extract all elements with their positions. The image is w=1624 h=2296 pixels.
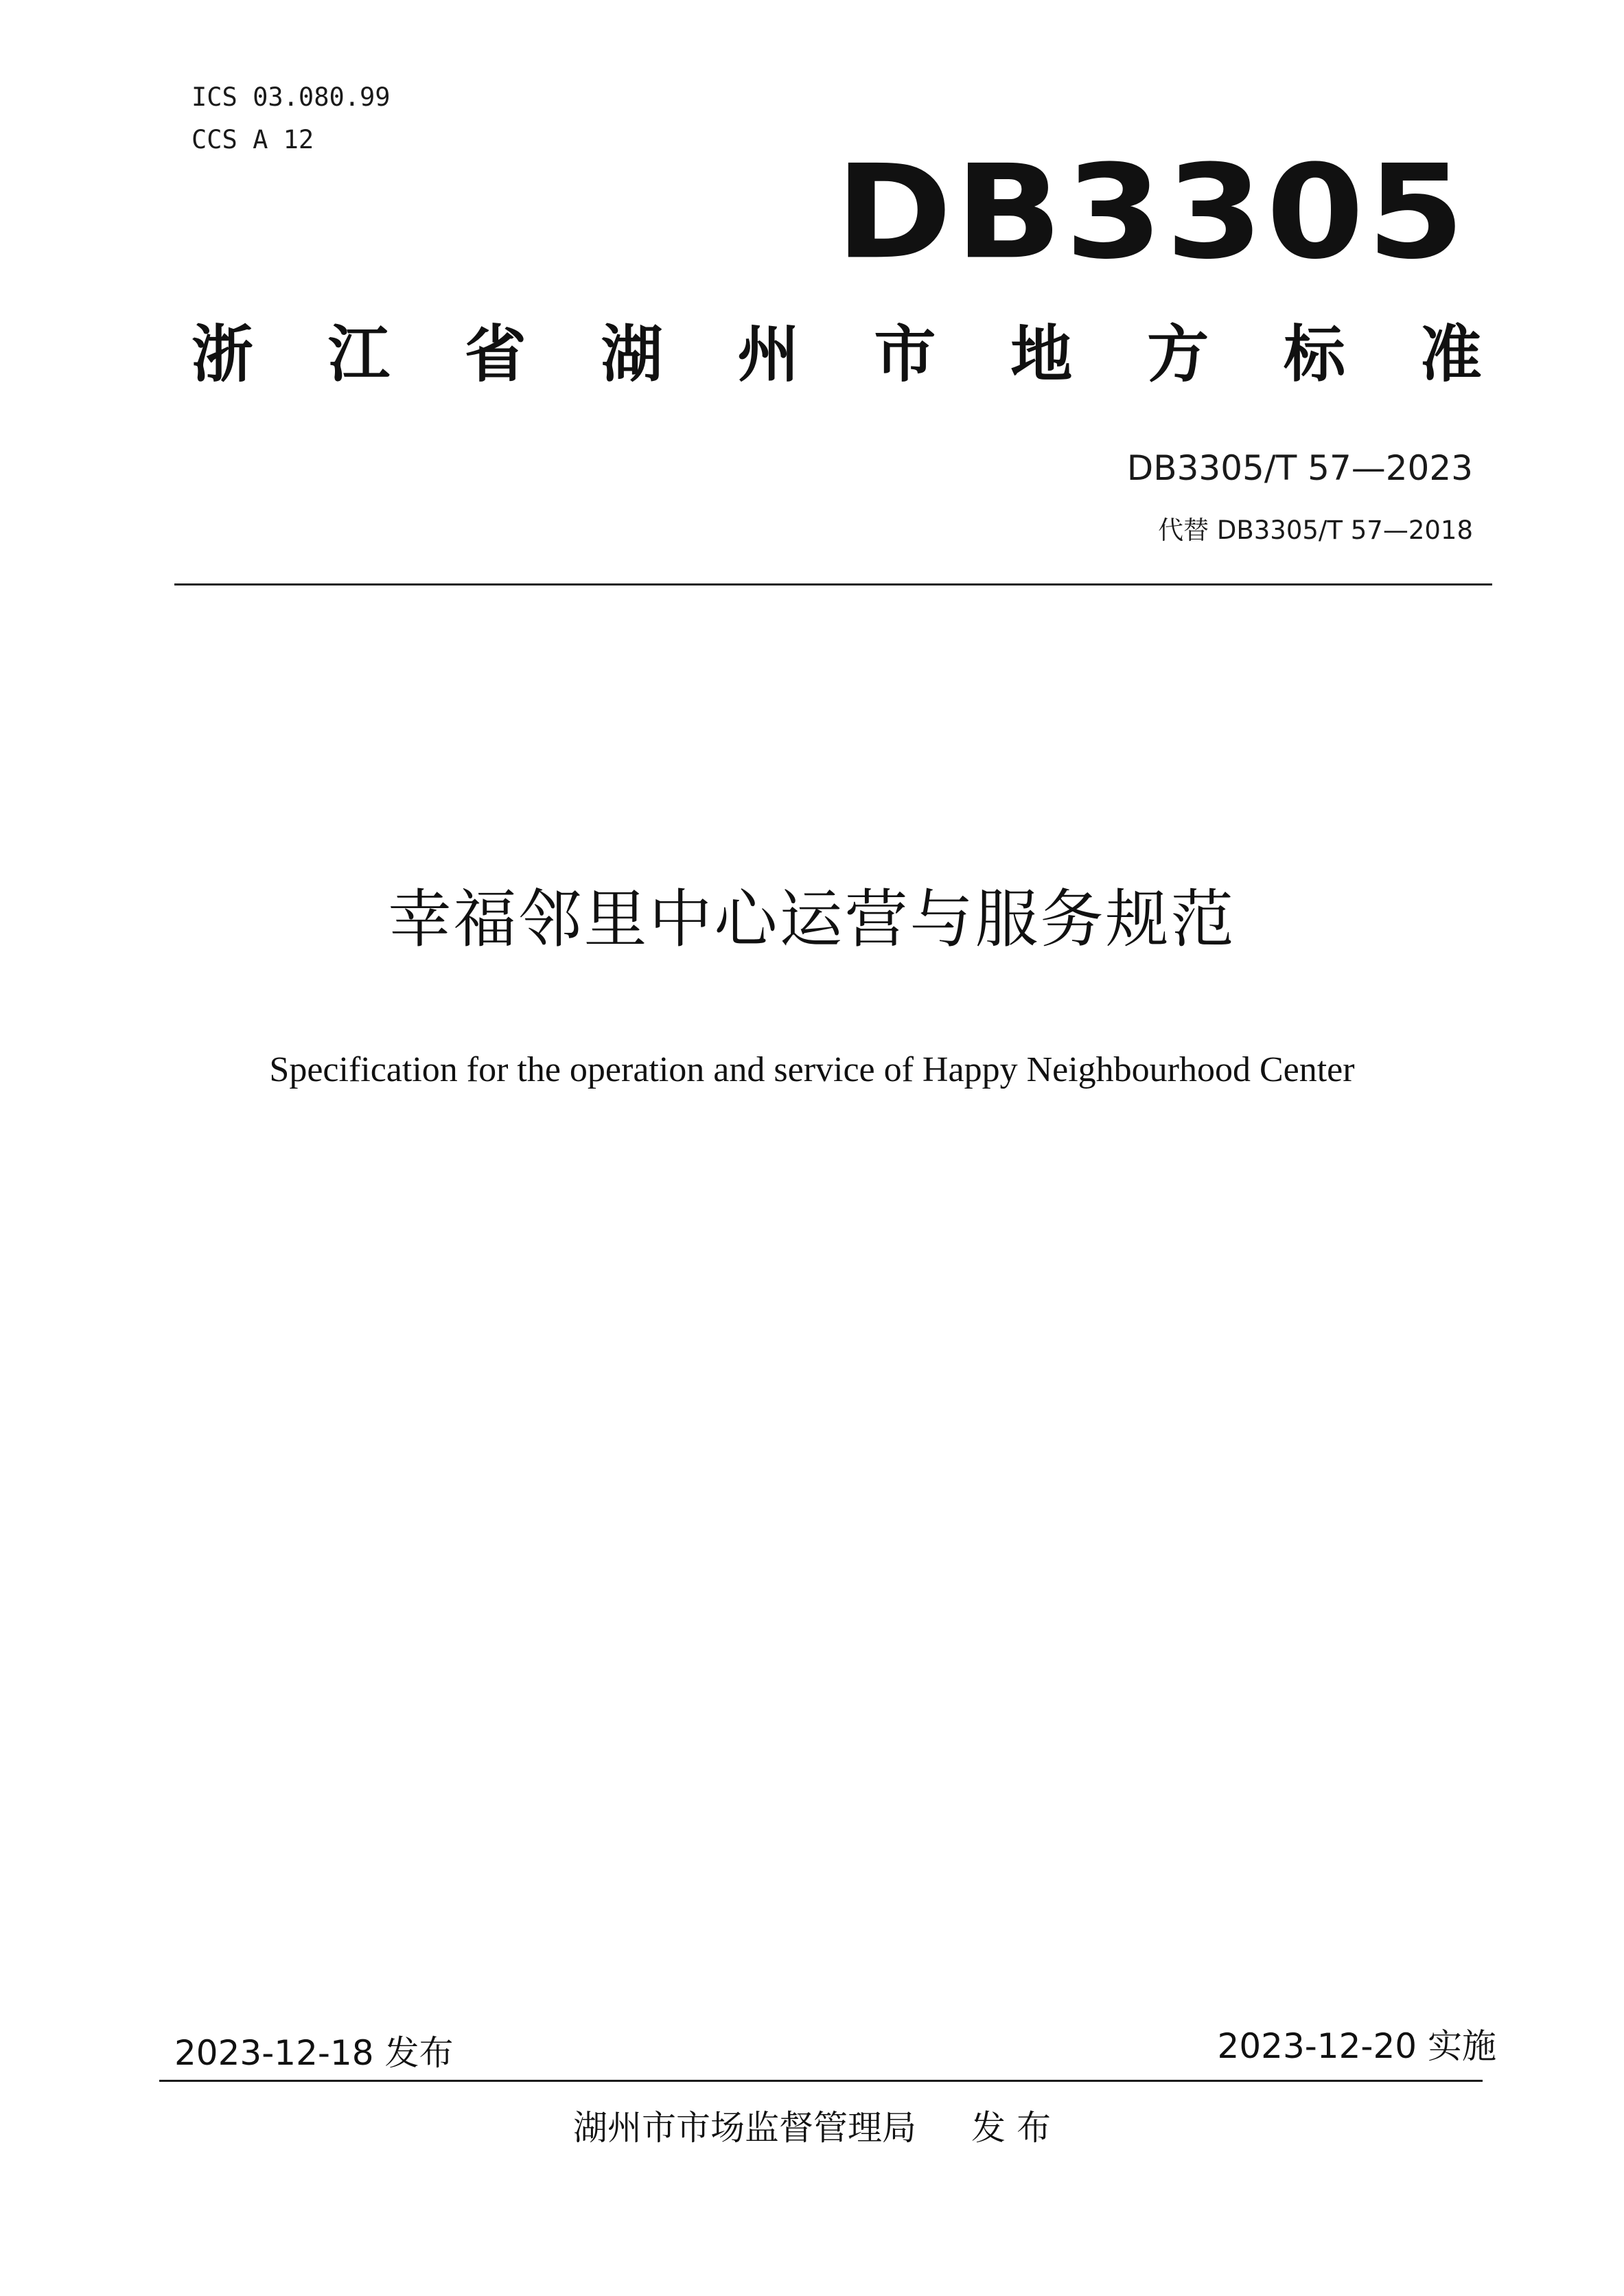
publisher-line (0, 2106, 1624, 2150)
standard-number: DB3305/T 57—2023 (1126, 448, 1473, 488)
header-divider (174, 583, 1492, 585)
standard-type-heading (192, 317, 1482, 393)
standard-type-char: 州 (737, 318, 800, 391)
standard-type-char: 地 (1010, 318, 1073, 391)
publish-label: 发 布 (971, 2108, 1051, 2148)
db-logo: DB3305 (835, 137, 1468, 288)
implementation-date: 2023-12-20 实施 (1217, 2026, 1496, 2066)
ics-code: ICS 03.080.99 (192, 82, 391, 112)
ccs-code: CCS A 12 (192, 125, 314, 154)
publish-date: 2023-12-18 发布 (174, 2033, 454, 2073)
replaces-standard: 代替 DB3305/T 57—2018 (1158, 515, 1473, 545)
footer-divider (159, 2080, 1483, 2082)
document-title-chinese: 幸福邻里中心运营与服务规范 (388, 883, 1236, 956)
standard-type-char: 标 (1284, 318, 1345, 391)
standard-type-char: 方 (1147, 318, 1209, 391)
document-title-english: Specification for the operation and service of Happy Neighbourhood Center (269, 1050, 1355, 1089)
standard-type-char: 准 (1419, 318, 1482, 391)
standard-type-char: 湖 (601, 318, 663, 391)
standard-type-char: 江 (327, 318, 390, 391)
standard-type-char: 浙 (192, 318, 253, 391)
publisher-name: 湖州市市场监督管理局 (573, 2108, 917, 2148)
standard-type-char: 省 (464, 318, 526, 391)
standard-type-char: 市 (874, 318, 936, 391)
